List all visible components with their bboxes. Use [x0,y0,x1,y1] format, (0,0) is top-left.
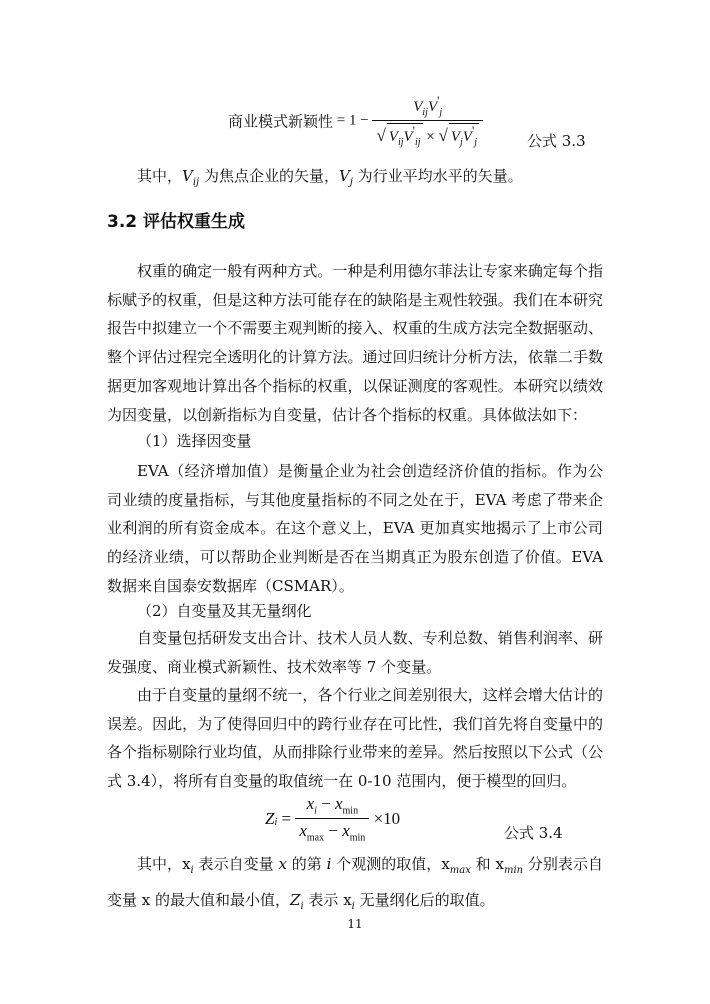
formula-3-3 [228,94,483,148]
fraction-denominator: √ $V_{ij}V'_{ij}$ × √ $V_jV'_j$ [372,120,483,148]
formula-label-3-4: 公式 3.4 [504,824,563,842]
formula-3-4: $Z_i$ = $\frac{x_i - x_{min}}{x_{max} - x_{min}}$ ×10 [265,794,401,844]
paragraph-weights-intro: 权重的确定一般有两种方式。一种是利用德尔菲法让专家来确定每个指标赋予的权重，但是这种方法可能存在的缺陷是主观性较强。我们在本研究报告中拟建立一个不需要主观判断的接入、权重的生成方法完全数据驱动、整个评估过程完全透明化的计算方法。通过回归统计分析方法，依靠二手数据更加客观地计算出各个指标的权重，以保证测度的客观性。本研究以绩效为因变量，以创新指标为自变量，估计各个指标的权重。具体做法如下： [107,262,603,424]
formula-equals: = 1 − [336,112,369,129]
sqrt-icon: √ [376,126,386,145]
paragraph-vector-definition: 其中，$V_{ij}$ 为焦点企业的矢量，$V_j$ 为行业平均水平的矢量。 [137,167,523,188]
sqrt-icon: √ [438,126,448,145]
formula-label-3-3: 公式 3.3 [527,132,586,150]
fraction-denominator: $x_{max} - x_{min}$ [295,818,369,843]
page-number: 11 [347,917,363,931]
formula-fraction [372,94,483,148]
paragraph-normalization: 由于自变量的量纲不统一，各个行业之间差别很大，这样会增大估计的误差。因此，为了使得回归中的跨行业存在可比性，我们首先将自变量中的各个指标剔除行业均值，从而排除行业带来的差异。然后按照以下公式（公式 3.4），将所有自变量的取值统一在 0-10 范围内，便于模型的回归。 [107,686,603,791]
paragraph-formula-explanation: 其中，$x_i$ 表示自变量 x 的第 i 个观测的取值，$x_{max}$ 和 $x_{min}$ 分别表示自变量 x 的最大值和最小值，$Z_i$ 表示 $x_i$ 无量纲化后的取值。 [107,855,603,912]
list-item-independent-variables: （2）自变量及其无量纲化 [137,602,312,620]
fraction-numerator: $x_i - x_{min}$ [306,794,359,817]
formula-lhs: 商业模式新颖性 [228,114,334,131]
section-heading: 3.2 评估权重生成 [107,212,246,232]
paragraph-eva: EVA（经济增加值）是衡量企业为社会创造经济价值的指标。作为公司业绩的度量指标，与其他度量指标的不同之处在于，EVA 考虑了带来企业利润的所有资金成本。在这个意义上，EVA 更加真实地揭示了上市公司的经济业绩，可以帮助企业判断是否在当期真正为股东创造了价值。EVA 数据来自国泰安数据库（CSMAR）。 [107,462,603,595]
fraction-numerator: $V_{ij}V'_j$ [413,94,443,118]
formula-fraction [295,794,369,844]
list-item-dependent-variable: （1）选择因变量 [137,432,252,450]
paragraph-variables: 自变量包括研发支出合计、技术人员人数、专利总数、销售利润率、研发强度、商业模式新颖性、技术效率等 7 个变量。 [107,629,603,676]
